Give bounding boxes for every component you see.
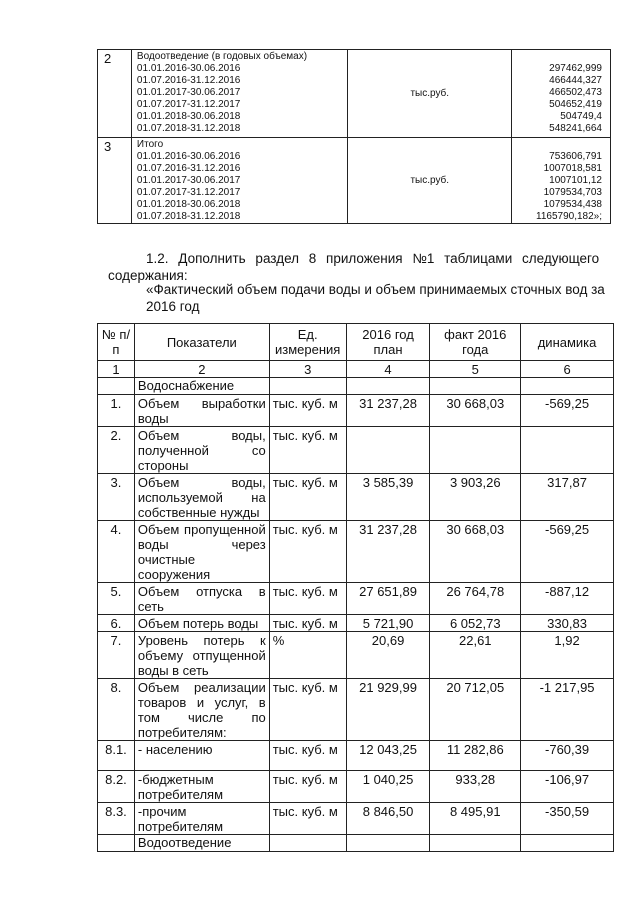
header-plan: 2016 год план: [346, 324, 430, 361]
column-number-row: [98, 361, 614, 378]
row-unit: %: [269, 632, 346, 679]
period: 01.01.2017-30.06.2017: [136, 87, 241, 98]
header-indicator: Показатели: [134, 324, 269, 361]
row-unit: тыс. куб. м: [269, 583, 346, 615]
row-dynamics: -887,12: [521, 583, 614, 615]
table-caption: «Фактический объем подачи воды и объем принимаемых сточных вод за 2016 год: [146, 282, 605, 314]
header-fact: факт 2016 года: [430, 324, 521, 361]
table-row: [98, 474, 614, 521]
row-num: 8.: [98, 679, 135, 741]
main-table: [97, 323, 614, 852]
row-fact: [430, 427, 521, 474]
row-dynamics: [521, 427, 614, 474]
row-plan: 3 585,39: [346, 474, 430, 521]
row-plan: 1 040,25: [346, 771, 430, 803]
value: 504652,419: [549, 99, 602, 110]
row-fact: 933,28: [430, 771, 521, 803]
header-row: [98, 324, 614, 361]
value: 504749,4: [560, 111, 602, 122]
col-number: 5: [430, 361, 521, 378]
value: 466444,327: [549, 75, 602, 86]
row-num: 2.: [98, 427, 135, 474]
col-number: 1: [98, 361, 135, 378]
value: 1007018,581: [543, 163, 602, 174]
col-number: 3: [269, 361, 346, 378]
row-num: 1.: [98, 395, 135, 427]
value: 297462,999: [549, 63, 602, 74]
period: 01.07.2018-31.12.2018: [136, 211, 241, 222]
row-dynamics: -760,39: [521, 741, 614, 771]
value-list: [512, 138, 611, 224]
value: 466502,473: [549, 87, 602, 98]
row-fact: 6 052,73: [430, 615, 521, 632]
row-unit: тыс. куб. м: [269, 741, 346, 771]
row-indicator: Объем выработки воды: [134, 395, 269, 427]
row-indicator: Объем воды, полученной со стороны: [134, 427, 269, 474]
section-label: Водоотведение: [134, 835, 269, 852]
row-plan: 31 237,28: [346, 521, 430, 583]
row-unit: тыс. куб. м: [269, 803, 346, 835]
row-plan: [346, 427, 430, 474]
col-number: 4: [346, 361, 430, 378]
row-indicator: Объем отпуска в сеть: [134, 583, 269, 615]
section-row-sewer: [98, 835, 614, 852]
top-table: [97, 49, 611, 224]
row-fact: 3 903,26: [430, 474, 521, 521]
row-indicator: Объем реализации товаров и услуг, в том числе по потребителям:: [134, 679, 269, 741]
paragraph-line-1: 1.2. Дополнить раздел 8 приложения №1 таблицами следующего: [146, 251, 600, 266]
table-row: [98, 583, 614, 615]
header-dynamics: динамика: [521, 324, 614, 361]
value-list: [512, 50, 611, 138]
row-unit: тыс. куб. м: [269, 474, 346, 521]
row-dynamics: -569,25: [521, 521, 614, 583]
row-indicator: -прочим потребителям: [134, 803, 269, 835]
period-list: [131, 50, 348, 138]
row-fact: 20 712,05: [430, 679, 521, 741]
row-plan: 31 237,28: [346, 395, 430, 427]
col-number: 6: [521, 361, 614, 378]
row-unit: тыс. куб. м: [269, 395, 346, 427]
value: 753606,791: [549, 151, 602, 162]
period: 01.07.2016-31.12.2016: [136, 75, 241, 86]
row-plan: 8 846,50: [346, 803, 430, 835]
row-num: 8.3.: [98, 803, 135, 835]
row-fact: 26 764,78: [430, 583, 521, 615]
unit-cell: тыс.руб.: [348, 50, 512, 138]
row-num: 8.2.: [98, 771, 135, 803]
row-plan: 20,69: [346, 632, 430, 679]
row-plan: 21 929,99: [346, 679, 430, 741]
row-num: 7.: [98, 632, 135, 679]
row-num: 3.: [98, 474, 135, 521]
period: 01.07.2018-31.12.2018: [136, 123, 241, 134]
row-plan: 27 651,89: [346, 583, 430, 615]
row-unit: тыс. куб. м: [269, 679, 346, 741]
row-num: 4.: [98, 521, 135, 583]
row-fact: 22,61: [430, 632, 521, 679]
header-unit: Ед. измерения: [269, 324, 346, 361]
row-dynamics: -106,97: [521, 771, 614, 803]
row-fact: 11 282,86: [430, 741, 521, 771]
row-fact: 30 668,03: [430, 395, 521, 427]
row-unit: тыс. куб. м: [269, 771, 346, 803]
col-number: 2: [134, 361, 269, 378]
period: 01.07.2017-31.12.2017: [136, 99, 241, 110]
row-num: 8.1.: [98, 741, 135, 771]
row-dynamics: -1 217,95: [521, 679, 614, 741]
period-list: [131, 138, 348, 224]
row-title: Водоотведение (в годовых объемах): [136, 51, 308, 62]
table-row: [98, 803, 614, 835]
row-num: 6.: [98, 615, 135, 632]
row-indicator: Объем воды, используемой на собственные нужды: [134, 474, 269, 521]
value: 1007101,12: [549, 175, 602, 186]
table-row: [98, 771, 614, 803]
row-title: Итого: [136, 139, 164, 150]
table-row: [98, 395, 614, 427]
top-row-3: [98, 138, 611, 224]
section-row-water: [98, 378, 614, 395]
table-row: [98, 632, 614, 679]
period: 01.01.2017-30.06.2017: [136, 175, 241, 186]
row-fact: 30 668,03: [430, 521, 521, 583]
table-row: [98, 615, 614, 632]
table-row: [98, 521, 614, 583]
value: 1079534,438: [543, 199, 602, 210]
row-num: 5.: [98, 583, 135, 615]
section-label: Водоснабжение: [134, 378, 269, 395]
row-indicator: Уровень потерь к объему отпущенной воды в сеть: [134, 632, 269, 679]
table-row: [98, 427, 614, 474]
period: 01.01.2016-30.06.2016: [136, 151, 241, 162]
row-dynamics: -350,59: [521, 803, 614, 835]
unit-cell: тыс.руб.: [348, 138, 512, 224]
table-row: [98, 741, 614, 771]
value: 548241,664: [549, 123, 602, 134]
value: 1079534,703: [543, 187, 602, 198]
row-number: 3: [98, 138, 132, 224]
paragraph-line-1b: содержания:: [108, 268, 188, 283]
row-indicator: Объем потерь воды: [134, 615, 269, 632]
table-row: [98, 679, 614, 741]
period: 01.07.2017-31.12.2017: [136, 187, 241, 198]
row-fact: 8 495,91: [430, 803, 521, 835]
header-num: № п/п: [98, 324, 135, 361]
row-unit: тыс. куб. м: [269, 427, 346, 474]
top-row-2: [98, 50, 611, 138]
row-unit: тыс. куб. м: [269, 521, 346, 583]
row-indicator: - населению: [134, 741, 269, 771]
row-plan: 5 721,90: [346, 615, 430, 632]
row-unit: тыс. куб. м: [269, 615, 346, 632]
row-dynamics: 1,92: [521, 632, 614, 679]
row-indicator: -бюджетным потребителям: [134, 771, 269, 803]
row-plan: 12 043,25: [346, 741, 430, 771]
row-indicator: Объем пропущенной воды через очистные сооружения: [134, 521, 269, 583]
period: 01.01.2018-30.06.2018: [136, 111, 241, 122]
row-number: 2: [98, 50, 132, 138]
value: 1165790,182»;: [536, 211, 602, 222]
row-dynamics: -569,25: [521, 395, 614, 427]
period: 01.07.2016-31.12.2016: [136, 163, 241, 174]
period: 01.01.2018-30.06.2018: [136, 199, 241, 210]
row-dynamics: 317,87: [521, 474, 614, 521]
row-dynamics: 330,83: [521, 615, 614, 632]
period: 01.01.2016-30.06.2016: [136, 63, 241, 74]
